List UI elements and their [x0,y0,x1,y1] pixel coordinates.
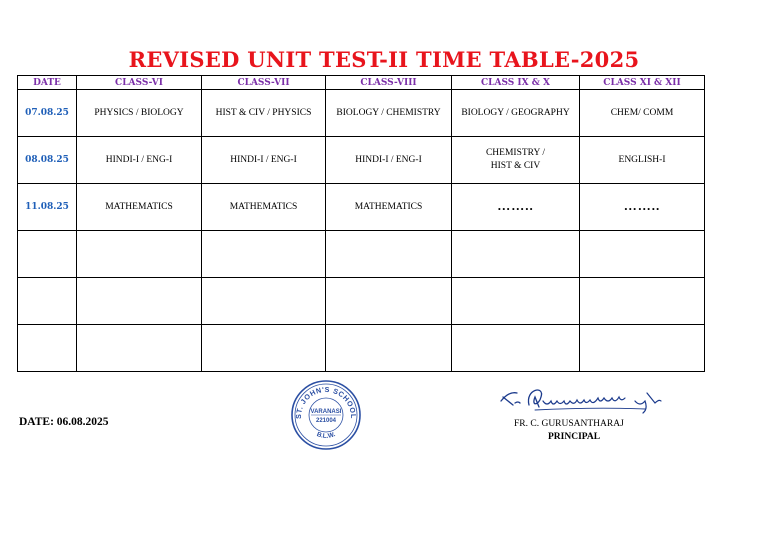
table-row [18,278,705,325]
table-cell: HINDI-I / ENG-I [202,137,326,184]
row-date [18,231,77,278]
table-row [18,325,705,372]
table-cell: MATHEMATICS [326,184,452,231]
seal-city: VARANASI [310,409,342,415]
row-date [18,278,77,325]
table-cell [580,184,705,231]
row-date: 11.08.25 [18,184,77,231]
table-cell [580,278,705,325]
table-cell [452,325,580,372]
placeholder-dots: …….. [497,198,534,213]
table-cell [452,278,580,325]
table-cell: HINDI-I / ENG-I [326,137,452,184]
header-class-viii: CLASS-VIII [326,76,452,90]
table-cell: HINDI-I / ENG-I [77,137,202,184]
table-cell [326,325,452,372]
header-class-ix-x: CLASS IX & X [452,76,580,90]
table-cell [580,325,705,372]
header-row [18,76,705,90]
header-class-vi: CLASS-VI [77,76,202,90]
seal-bottom-text: B.L.W. [315,431,337,440]
signatory-title: PRINCIPAL [548,432,601,442]
seal-top-text: ST. JOHN'S SCHOOL [293,384,359,420]
seal-pin: 221004 [315,418,337,424]
table-row [18,184,705,231]
table-cell [202,231,326,278]
table-cell: BIOLOGY / CHEMISTRY [326,90,452,137]
table-cell: MATHEMATICS [202,184,326,231]
timetable [17,75,705,372]
table-row [18,90,705,137]
table-cell [452,137,580,184]
issue-date: DATE: 06.08.2025 [19,416,109,428]
school-seal-icon [290,379,362,451]
row-date: 07.08.25 [18,90,77,137]
signature-icon [495,383,667,415]
page-title: REVISED UNIT TEST-II TIME TABLE-2025 [128,47,640,72]
table-cell: PHYSICS / BIOLOGY [77,90,202,137]
row-date: 08.08.25 [18,137,77,184]
table-cell: BIOLOGY / GEOGRAPHY [452,90,580,137]
table-cell [452,231,580,278]
header-class-xi-xii: CLASS XI & XII [580,76,705,90]
table-cell [202,278,326,325]
table-cell [326,278,452,325]
table-cell: CHEM/ COMM [580,90,705,137]
table-cell [77,231,202,278]
table-cell [580,231,705,278]
table-cell [77,325,202,372]
table-cell [452,184,580,231]
row-date [18,325,77,372]
table-cell: HIST & CIV / PHYSICS [202,90,326,137]
table-cell: ENGLISH-I [580,137,705,184]
placeholder-dots: …….. [623,198,661,213]
cell-text-wrapped: CHEMISTRY / HIST & CIV [485,148,546,171]
signatory-name: FR. C. GURUSANTHARAJ [514,419,624,429]
table-cell [202,325,326,372]
table-cell [77,278,202,325]
table-row [18,231,705,278]
table-cell: MATHEMATICS [77,184,202,231]
header-date: DATE [18,76,77,90]
table-row [18,137,705,184]
header-class-vii: CLASS-VII [202,76,326,90]
table-cell [326,231,452,278]
